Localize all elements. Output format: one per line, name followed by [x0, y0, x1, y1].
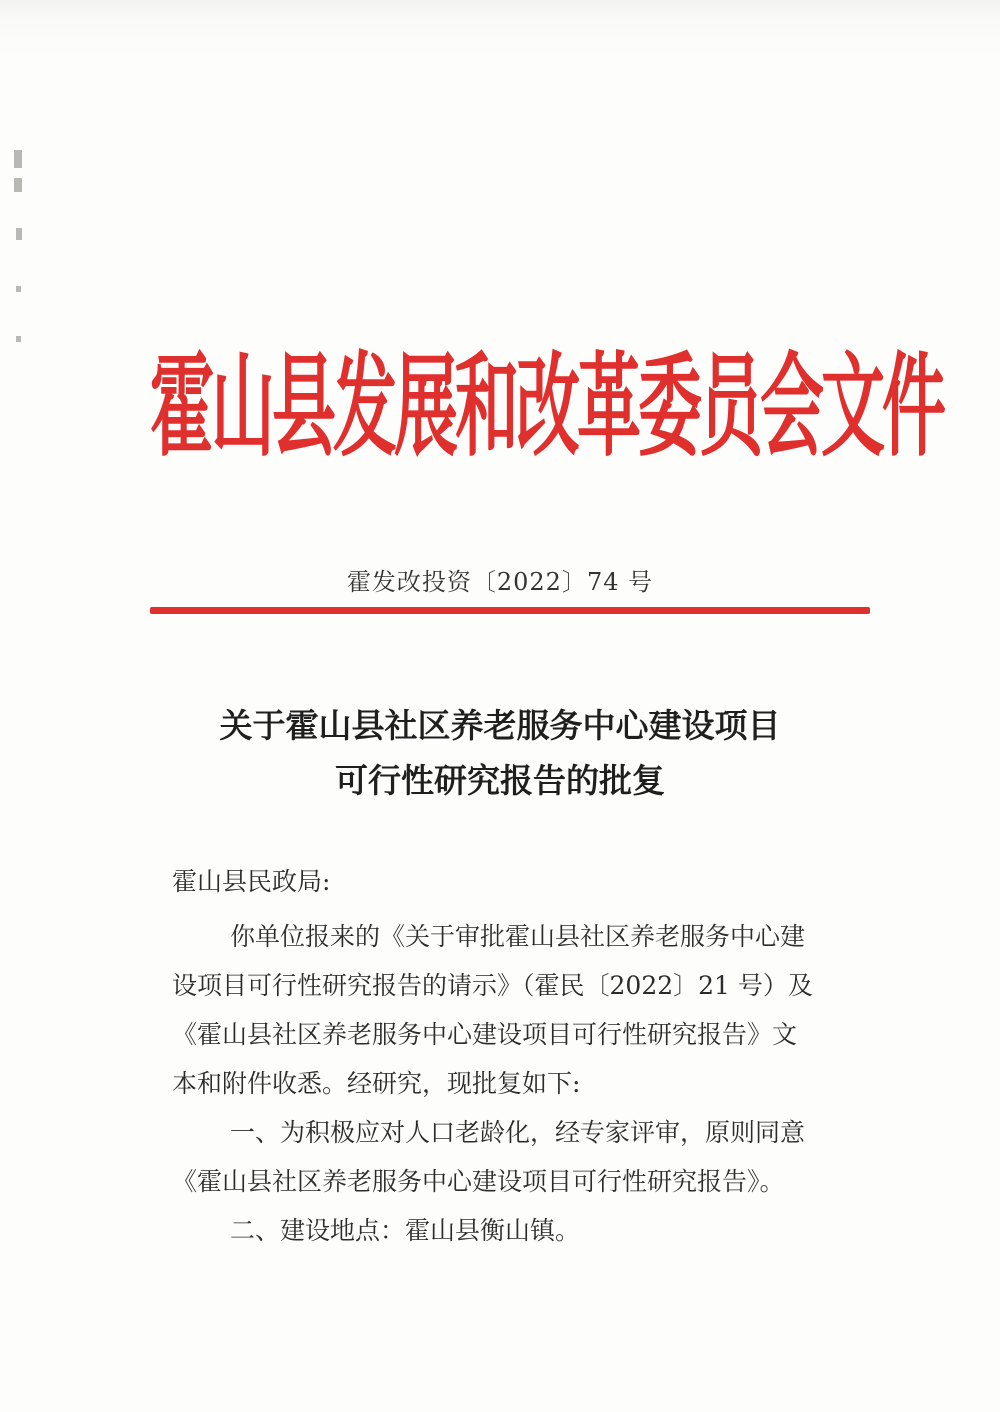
scan-mark — [14, 150, 22, 168]
scan-mark — [16, 228, 22, 240]
scan-mark — [16, 286, 21, 292]
document-title-line-2: 可行性研究报告的批复 — [335, 761, 665, 800]
body-paragraph-line: 本和附件收悉。经研究，现批复如下: — [172, 1069, 581, 1098]
scan-mark — [16, 336, 21, 342]
body-paragraph-line: 一、为积极应对人口老龄化，经专家评审，原则同意 — [230, 1118, 806, 1147]
addressee: 霍山县民政局: — [172, 867, 331, 896]
body-paragraph-line: 二、建设地点：霍山县衡山镇。 — [230, 1216, 581, 1245]
body-paragraph-line: 设项目可行性研究报告的请示》（霍民〔2022〕21 号）及 — [172, 971, 813, 1000]
issuing-authority-title: 霍山县发展和改革委员会文件 — [150, 343, 943, 473]
body-paragraph-line: 《霍山县社区养老服务中心建设项目可行性研究报告》文 — [172, 1020, 798, 1049]
document-number: 霍发改投资〔2022〕74 号 — [346, 568, 654, 596]
body-paragraph-line: 《霍山县社区养老服务中心建设项目可行性研究报告》。 — [172, 1167, 785, 1196]
body-paragraph-line: 你单位报来的《关于审批霍山县社区养老服务中心建 — [230, 922, 806, 951]
document-title-line-1: 关于霍山县社区养老服务中心建设项目 — [219, 706, 781, 745]
scan-mark — [14, 178, 22, 192]
red-separator-rule — [150, 607, 870, 614]
